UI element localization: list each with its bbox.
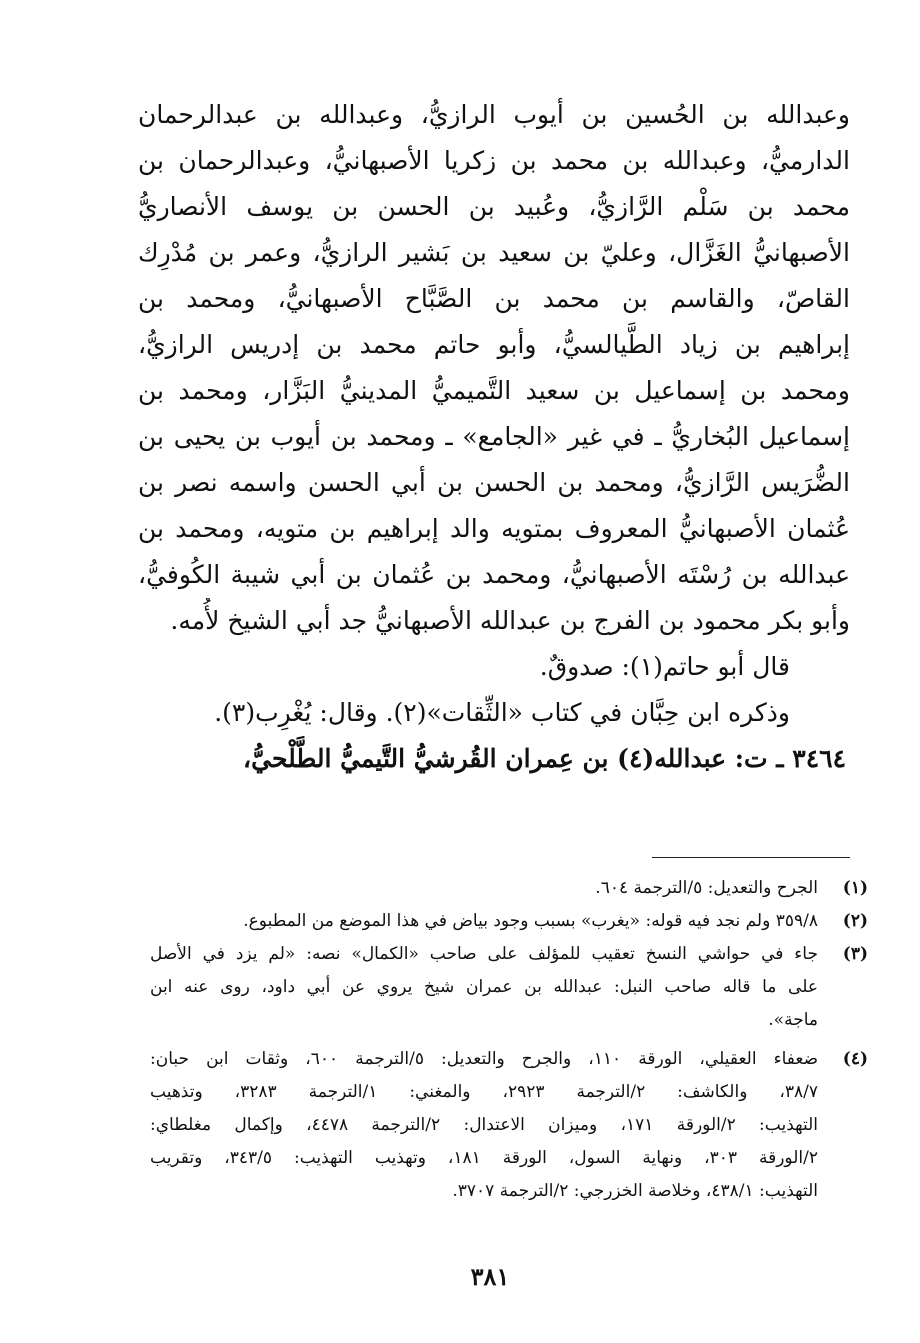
footnote-line: التهذيب: ٤٣٨/١، وخلاصة الخزرجي: ٢/الترجمة ٣٧٠٧. <box>452 1181 818 1201</box>
text-line: عبدالله بن رُسْتَه الأصبهانيُّ، ومحمد بن عُثمان بن أبي شيبة الكُوفيُّ، <box>138 560 850 589</box>
text-line: الأصبهانيُّ الغَزَّال، وعليّ بن سعيد بن بَشير الرازيُّ، وعمر بن مُدْرِك <box>138 238 850 267</box>
footnotes <box>150 872 868 1208</box>
text-line: ومحمد بن إسماعيل بن سعيد التَّميميُّ المدينيُّ البَزَّار، ومحمد بن <box>138 376 850 405</box>
main-text <box>138 92 850 782</box>
footnote-1 <box>150 872 868 905</box>
page-number: ٣٨١ <box>470 1262 510 1291</box>
text-line: وأبو بكر محمود بن الفرج بن عبدالله الأصبهانيُّ جد أبي الشيخ لأُمه. <box>170 606 850 635</box>
text-line: عُثمان الأصبهانيُّ المعروف بمتويه والد إبراهيم بن متويه، ومحمد بن <box>138 514 850 543</box>
footnote-line: ٣٥٩/٨ ولم نجد فيه قوله: «يغرب» بسبب وجود بياض في هذا الموضع من المطبوع. <box>243 911 818 931</box>
footnote-number: (١) <box>842 878 868 898</box>
footnote-number: (٢) <box>842 911 868 931</box>
footnote-line: الجرح والتعديل: ٥/الترجمة ٦٠٤. <box>595 878 818 898</box>
text-line: الضُّرَيس الرَّازيُّ، ومحمد بن الحسن بن أبي الحسن واسمه نصر بن <box>138 468 850 497</box>
entry-heading: ٣٤٦٤ ـ ت: عبدالله(٤) بن عِمران القُرشيُّ التَّيميُّ الطَّلْحيُّ، <box>243 744 846 773</box>
footnote-3 <box>150 938 868 1037</box>
abu-hatim-line: قال أبو حاتم(١): صدوقٌ. <box>539 652 790 681</box>
footnote-line: ضعفاء العقيلي، الورقة ١١٠، والجرح والتعديل: ٥/الترجمة ٦٠٠، وثقات ابن حبان: <box>150 1049 818 1069</box>
text-line: محمد بن سَلْم الرَّازيُّ، وعُبيد بن الحسن بن يوسف الأنصاريُّ <box>138 192 850 221</box>
footnote-line: جاء في حواشي النسخ تعقيب للمؤلف على صاحب «الكمال» نصه: «لم يزد في الأصل <box>150 944 818 964</box>
text-line: الدارميُّ، وعبدالله بن محمد بن زكريا الأصبهانيُّ، وعبدالرحمان بن <box>138 146 850 175</box>
text-line: إبراهيم بن زياد الطَّيالسيُّ، وأبو حاتم محمد بن إدريس الرازيُّ، <box>138 330 850 359</box>
ibn-hibban-line: وذكره ابن حِبَّان في كتاب «الثِّقات»(٢). وقال: يُغْرِب(٣). <box>214 698 790 727</box>
footnote-number: (٣) <box>842 944 868 964</box>
footnote-line: ٣٨/٧، والكاشف: ٢/الترجمة ٢٩٢٣، والمغني: ١/الترجمة ٣٢٨٣، وتذهيب <box>150 1082 818 1102</box>
footnote-line: على ما قاله صاحب النبل: عبدالله بن عمران شيخ يروي عن أبي داود، روى عنه ابن <box>150 977 818 997</box>
footnote-line: ٢/الورقة ٣٠٣، ونهاية السول، الورقة ١٨١، وتهذيب التهذيب: ٣٤٣/٥، وتقريب <box>150 1148 818 1168</box>
text-line: إسماعيل البُخاريُّ ـ في غير «الجامع» ـ ومحمد بن أيوب بن يحيى بن <box>138 422 850 451</box>
footnote-line: التهذيب: ٢/الورقة ١٧١، وميزان الاعتدال: ٢/الترجمة ٤٤٧٨، وإكمال مغلطاي: <box>150 1115 818 1135</box>
footnote-4 <box>150 1043 868 1208</box>
footnote-number: (٤) <box>842 1049 868 1069</box>
text-line: وعبدالله بن الحُسين بن أيوب الرازيُّ، وعبدالله بن عبدالرحمان <box>138 100 850 129</box>
footnote-2 <box>150 905 868 938</box>
footnote-line: ماجة». <box>768 1010 818 1030</box>
text-line: القاصّ، والقاسم بن محمد بن الصَّبَّاح الأصبهانيُّ، ومحمد بن <box>138 284 850 313</box>
footnote-divider <box>652 857 850 858</box>
